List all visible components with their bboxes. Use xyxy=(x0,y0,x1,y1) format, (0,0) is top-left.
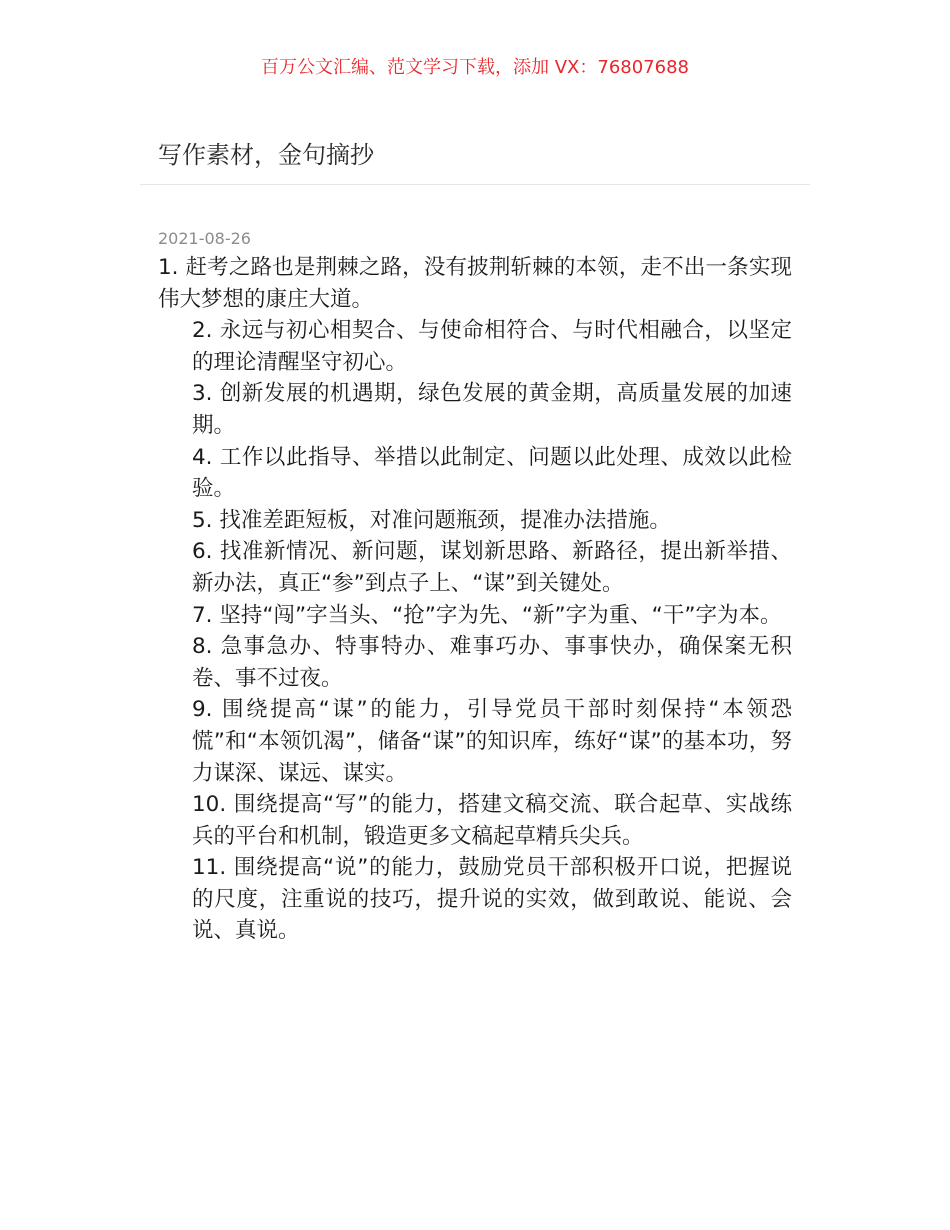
list-item: 9. 围绕提高“谋”的能力，引导党员干部时刻保持“本领恐慌”和“本领饥渴”，储备“谋”的知识库，练好“谋”的基本功，努力谋深、谋远、谋实。 xyxy=(192,697,792,786)
list-item: 11. 围绕提高“说”的能力，鼓励党员干部积极开口说，把握说的尺度，注重说的技巧，提升说的实效，做到敢说、能说、会说、真说。 xyxy=(192,855,792,944)
list-item: 3. 创新发展的机遇期，绿色发展的黄金期，高质量发展的加速期。 xyxy=(192,381,792,438)
list-item: 8. 急事急办、特事特办、难事巧办、事事快办，确保案无积卷、事不过夜。 xyxy=(192,634,792,691)
list-item: 4. 工作以此指导、举措以此制定、问题以此处理、成效以此检验。 xyxy=(192,444,792,502)
page-title: 写作素材，金句摘抄 xyxy=(158,141,374,169)
list-item: 1. 赶考之路也是荆棘之路，没有披荆斩棘的本领，走不出一条实现伟大梦想的康庄大道。 xyxy=(158,255,792,312)
publish-date: 2021-08-26 xyxy=(158,229,251,248)
list-item: 6. 找准新情况、新问题，谋划新思路、新路径，提出新举措、新办法，真正“参”到点子上、“谋”到关键处。 xyxy=(192,539,792,596)
list-item: 10. 围绕提高“写”的能力，搭建文稿交流、联合起草、实战练兵的平台和机制，锻造更多文稿起草精兵尖兵。 xyxy=(192,792,792,849)
list-item: 7. 坚持“闯”字当头、“抢”字为先、“新”字为重、“干”字为本。 xyxy=(192,602,782,628)
title-divider xyxy=(140,184,810,185)
promo-banner: 百万公文汇编、范文学习下载，添加 VX：76807688 xyxy=(261,57,689,78)
list-item: 5. 找准差距短板，对准问题瓶颈，提准办法措施。 xyxy=(192,507,671,533)
list-item: 2. 永远与初心相契合、与使命相符合、与时代相融合，以坚定的理论清醒坚守初心。 xyxy=(192,318,792,375)
article-body xyxy=(158,252,792,947)
